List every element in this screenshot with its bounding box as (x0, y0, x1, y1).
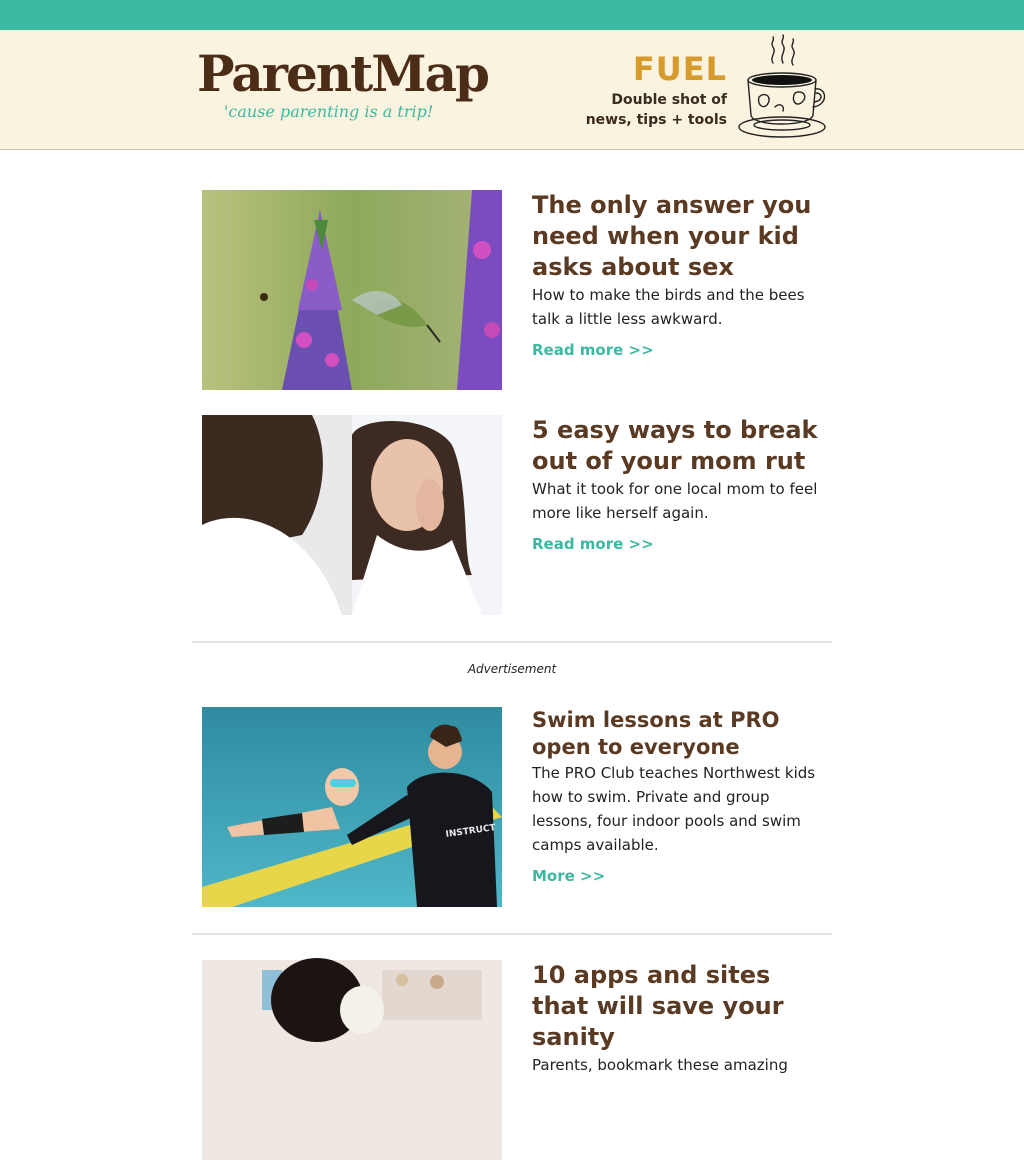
advertisement-summary: The PRO Club teaches Northwest kids how to swim. Private and group lessons, four indoor pools and swim camps available. (532, 764, 816, 854)
read-more-link[interactable]: Read more >> (532, 535, 654, 553)
advertisement-headline[interactable]: Swim lessons at PRO open to everyone (532, 708, 780, 759)
fuel-subtitle (527, 90, 727, 130)
article-text (532, 190, 832, 360)
coffee-cup-icon (735, 35, 829, 147)
advertisement-card (202, 707, 832, 907)
logo-tagline: 'cause parenting is a trip! (224, 102, 434, 121)
article-card (202, 190, 832, 390)
section-divider (192, 641, 832, 643)
article-card (202, 415, 832, 615)
more-link[interactable]: More >> (532, 867, 606, 885)
advertisement-label: Advertisement (467, 662, 557, 676)
article-text (532, 415, 832, 554)
article-summary: Parents, bookmark these amazing (532, 1056, 788, 1074)
instructor-shirt-text: INSTRUCT (445, 823, 497, 840)
advertisement-text (532, 707, 832, 886)
swim-lesson-photo[interactable] (202, 707, 502, 907)
section-divider (192, 933, 832, 935)
top-accent-bar (0, 0, 1024, 30)
mother-child-photo[interactable] (202, 960, 502, 1160)
article-card (202, 960, 832, 1074)
hummingbird-flower-photo[interactable] (202, 190, 502, 390)
article-summary: What it took for one local mom to feel more like herself again. (532, 480, 818, 522)
article-text (532, 960, 832, 1077)
article-headline[interactable]: 5 easy ways to break out of your mom rut (532, 416, 818, 475)
fuel-subtitle-line-1: Double shot of (611, 92, 727, 108)
read-more-link[interactable]: Read more >> (532, 341, 654, 359)
article-headline[interactable]: 10 apps and sites that will save your sanity (532, 961, 784, 1051)
fuel-title: FUEL (632, 50, 727, 88)
article-summary: How to make the birds and the bees talk a little less awkward. (532, 286, 805, 328)
parentmap-logo[interactable]: ParentMap (197, 44, 488, 103)
mom-mirror-photo[interactable] (202, 415, 502, 615)
fuel-subtitle-line-2: news, tips + tools (585, 112, 727, 128)
newsletter-header (0, 30, 1024, 150)
article-headline[interactable]: The only answer you need when your kid asks about sex (532, 191, 812, 281)
